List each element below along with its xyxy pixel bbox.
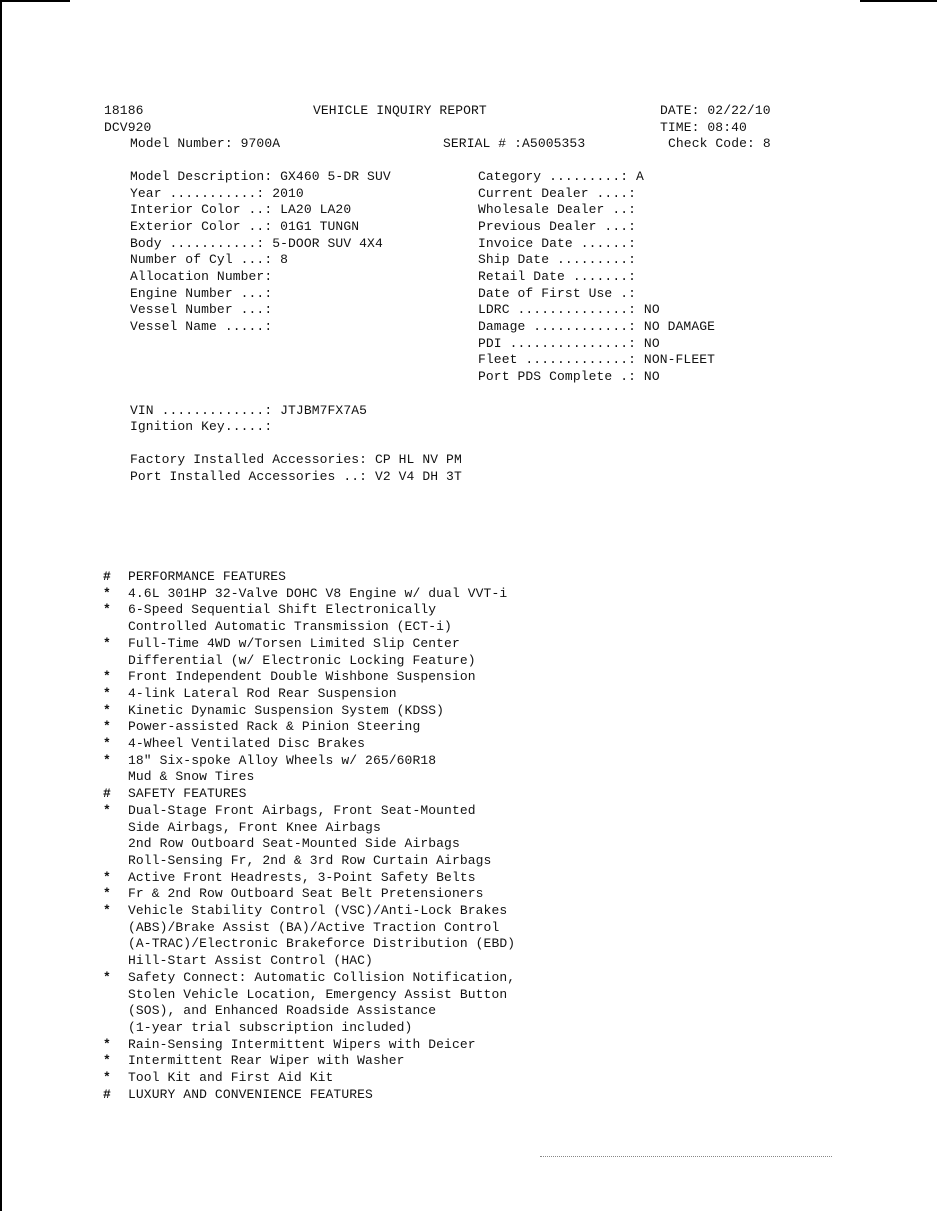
feature-item: Front Independent Double Wishbone Suspension xyxy=(128,669,476,685)
feature-bullet: * xyxy=(103,736,111,751)
report-code-2: DCV920 xyxy=(104,120,152,135)
field-number-of-cyl: Number of Cyl ...: 8 xyxy=(130,252,289,267)
feature-item: 4-Wheel Ventilated Disc Brakes xyxy=(128,736,366,751)
feature-bullet: * xyxy=(103,1036,111,1052)
field-port-pds-complete: Port PDS Complete .: NO xyxy=(478,369,660,384)
field-current-dealer: Current Dealer ....: xyxy=(478,186,637,201)
report-time: TIME: 08:40 xyxy=(660,120,747,135)
feature-item: 4-link Lateral Rod Rear Suspension xyxy=(128,685,397,701)
feature-bullet: # xyxy=(103,786,111,802)
field-year: Year ...........: 2010 xyxy=(130,186,304,201)
feature-section-heading: PERFORMANCE FEATURES xyxy=(128,569,287,584)
feature-bullet: * xyxy=(103,702,111,718)
field-model-description: Model Description: GX460 5-DR SUV xyxy=(130,169,391,184)
feature-bullet: * xyxy=(103,1070,111,1085)
field-wholesale-dealer: Wholesale Dealer ..: xyxy=(478,202,637,217)
scan-edge-left xyxy=(0,0,2,1211)
feature-bullet: * xyxy=(103,585,111,601)
field-interior-color: Interior Color ..: LA20 LA20 xyxy=(130,202,352,217)
field-damage: Damage ............: NO DAMAGE xyxy=(478,319,716,334)
feature-item: Roll-Sensing Fr, 2nd & 3rd Row Curtain Airbags xyxy=(128,852,492,868)
report-code-1: 18186 xyxy=(104,103,144,118)
feature-item: 4.6L 301HP 32-Valve DOHC V8 Engine w/ dual VVT-i xyxy=(128,585,508,601)
field-vessel-name: Vessel Name .....: xyxy=(130,319,273,334)
feature-item: Controlled Automatic Transmission (ECT-i) xyxy=(128,619,452,635)
feature-bullet: * xyxy=(103,802,111,818)
feature-item: Full-Time 4WD w/Torsen Limited Slip Center xyxy=(128,635,460,651)
factory-accessories: Factory Installed Accessories: CP HL NV PM xyxy=(130,452,462,467)
feature-item: (ABS)/Brake Assist (BA)/Active Traction Control xyxy=(128,919,500,935)
field-vessel-number: Vessel Number ...: xyxy=(130,302,273,317)
field-fleet: Fleet .............: NON-FLEET xyxy=(478,352,716,367)
feature-item: 6-Speed Sequential Shift Electronically xyxy=(128,602,437,618)
feature-item: Active Front Headrests, 3-Point Safety Belts xyxy=(128,869,476,885)
field-ship-date: Ship Date .........: xyxy=(478,252,637,267)
check-code: Check Code: 8 xyxy=(668,136,771,151)
feature-item: Kinetic Dynamic Suspension System (KDSS) xyxy=(128,702,445,718)
serial-number: SERIAL # :A5005353 xyxy=(443,136,586,151)
feature-bullet: * xyxy=(103,886,111,902)
scan-edge-top-right xyxy=(860,0,937,2)
feature-section-heading: SAFETY FEATURES xyxy=(128,786,247,802)
feature-bullet: * xyxy=(103,635,111,651)
feature-bullet: # xyxy=(103,1086,111,1102)
field-pdi: PDI ...............: NO xyxy=(478,336,660,351)
feature-item: Mud & Snow Tires xyxy=(128,769,255,785)
feature-bullet: * xyxy=(103,719,111,735)
field-vin: VIN .............: JTJBM7FX7A5 xyxy=(130,403,368,418)
report-date: DATE: 02/22/10 xyxy=(660,103,771,118)
feature-bullet: * xyxy=(103,869,111,885)
feature-item: Safety Connect: Automatic Collision Notification, xyxy=(128,969,516,985)
field-exterior-color: Exterior Color ..: 01G1 TUNGN xyxy=(130,219,360,234)
field-ldrc: LDRC ..............: NO xyxy=(478,302,660,317)
feature-item: 18" Six-spoke Alloy Wheels w/ 265/60R18 xyxy=(128,752,437,768)
field-date-of-first-use: Date of First Use .: xyxy=(478,286,637,301)
field-retail-date: Retail Date .......: xyxy=(478,269,637,284)
footer-faint-line xyxy=(540,1156,832,1159)
feature-item: Differential (w/ Electronic Locking Feature) xyxy=(128,652,476,668)
feature-item: Stolen Vehicle Location, Emergency Assist Button xyxy=(128,986,508,1002)
feature-bullet: * xyxy=(103,1053,111,1069)
feature-item: Intermittent Rear Wiper with Washer xyxy=(128,1053,405,1069)
feature-item: Fr & 2nd Row Outboard Seat Belt Pretensioners xyxy=(128,886,484,902)
field-category: Category .........: A xyxy=(478,169,644,184)
feature-item: Power-assisted Rack & Pinion Steering xyxy=(128,719,421,735)
feature-item: Rain-Sensing Intermittent Wipers with Deicer xyxy=(128,1036,476,1052)
feature-item: Tool Kit and First Aid Kit xyxy=(128,1070,334,1085)
feature-item: Hill-Start Assist Control (HAC) xyxy=(128,953,373,969)
feature-item: 2nd Row Outboard Seat-Mounted Side Airbags xyxy=(128,836,460,852)
feature-item: (1-year trial subscription included) xyxy=(128,1019,413,1035)
field-ignition-key: Ignition Key.....: xyxy=(130,419,273,434)
feature-bullet: * xyxy=(103,969,111,985)
feature-bullet: * xyxy=(103,602,111,618)
field-allocation-number: Allocation Number: xyxy=(130,269,273,284)
model-number: Model Number: 9700A xyxy=(130,136,281,151)
feature-item: (A-TRAC)/Electronic Brakeforce Distribution (EBD) xyxy=(128,936,516,952)
feature-bullet: * xyxy=(103,685,111,701)
report-title: VEHICLE INQUIRY REPORT xyxy=(313,103,487,118)
feature-item: Dual-Stage Front Airbags, Front Seat-Mounted xyxy=(128,802,476,818)
feature-item: Vehicle Stability Control (VSC)/Anti-Lock Brakes xyxy=(128,903,508,918)
port-accessories: Port Installed Accessories ..: V2 V4 DH 3T xyxy=(130,469,462,484)
feature-bullet: * xyxy=(103,903,111,918)
feature-section-heading: LUXURY AND CONVENIENCE FEATURES xyxy=(128,1086,373,1102)
field-body: Body ...........: 5-DOOR SUV 4X4 xyxy=(130,236,383,251)
feature-bullet: * xyxy=(103,669,111,685)
scan-edge-top-left xyxy=(0,0,70,2)
feature-bullet: * xyxy=(103,752,111,768)
feature-item: Side Airbags, Front Knee Airbags xyxy=(128,819,381,835)
feature-item: (SOS), and Enhanced Roadside Assistance xyxy=(128,1003,437,1019)
field-engine-number: Engine Number ...: xyxy=(130,286,273,301)
field-previous-dealer: Previous Dealer ...: xyxy=(478,219,637,234)
field-invoice-date: Invoice Date ......: xyxy=(478,236,637,251)
feature-bullet: # xyxy=(103,569,111,584)
